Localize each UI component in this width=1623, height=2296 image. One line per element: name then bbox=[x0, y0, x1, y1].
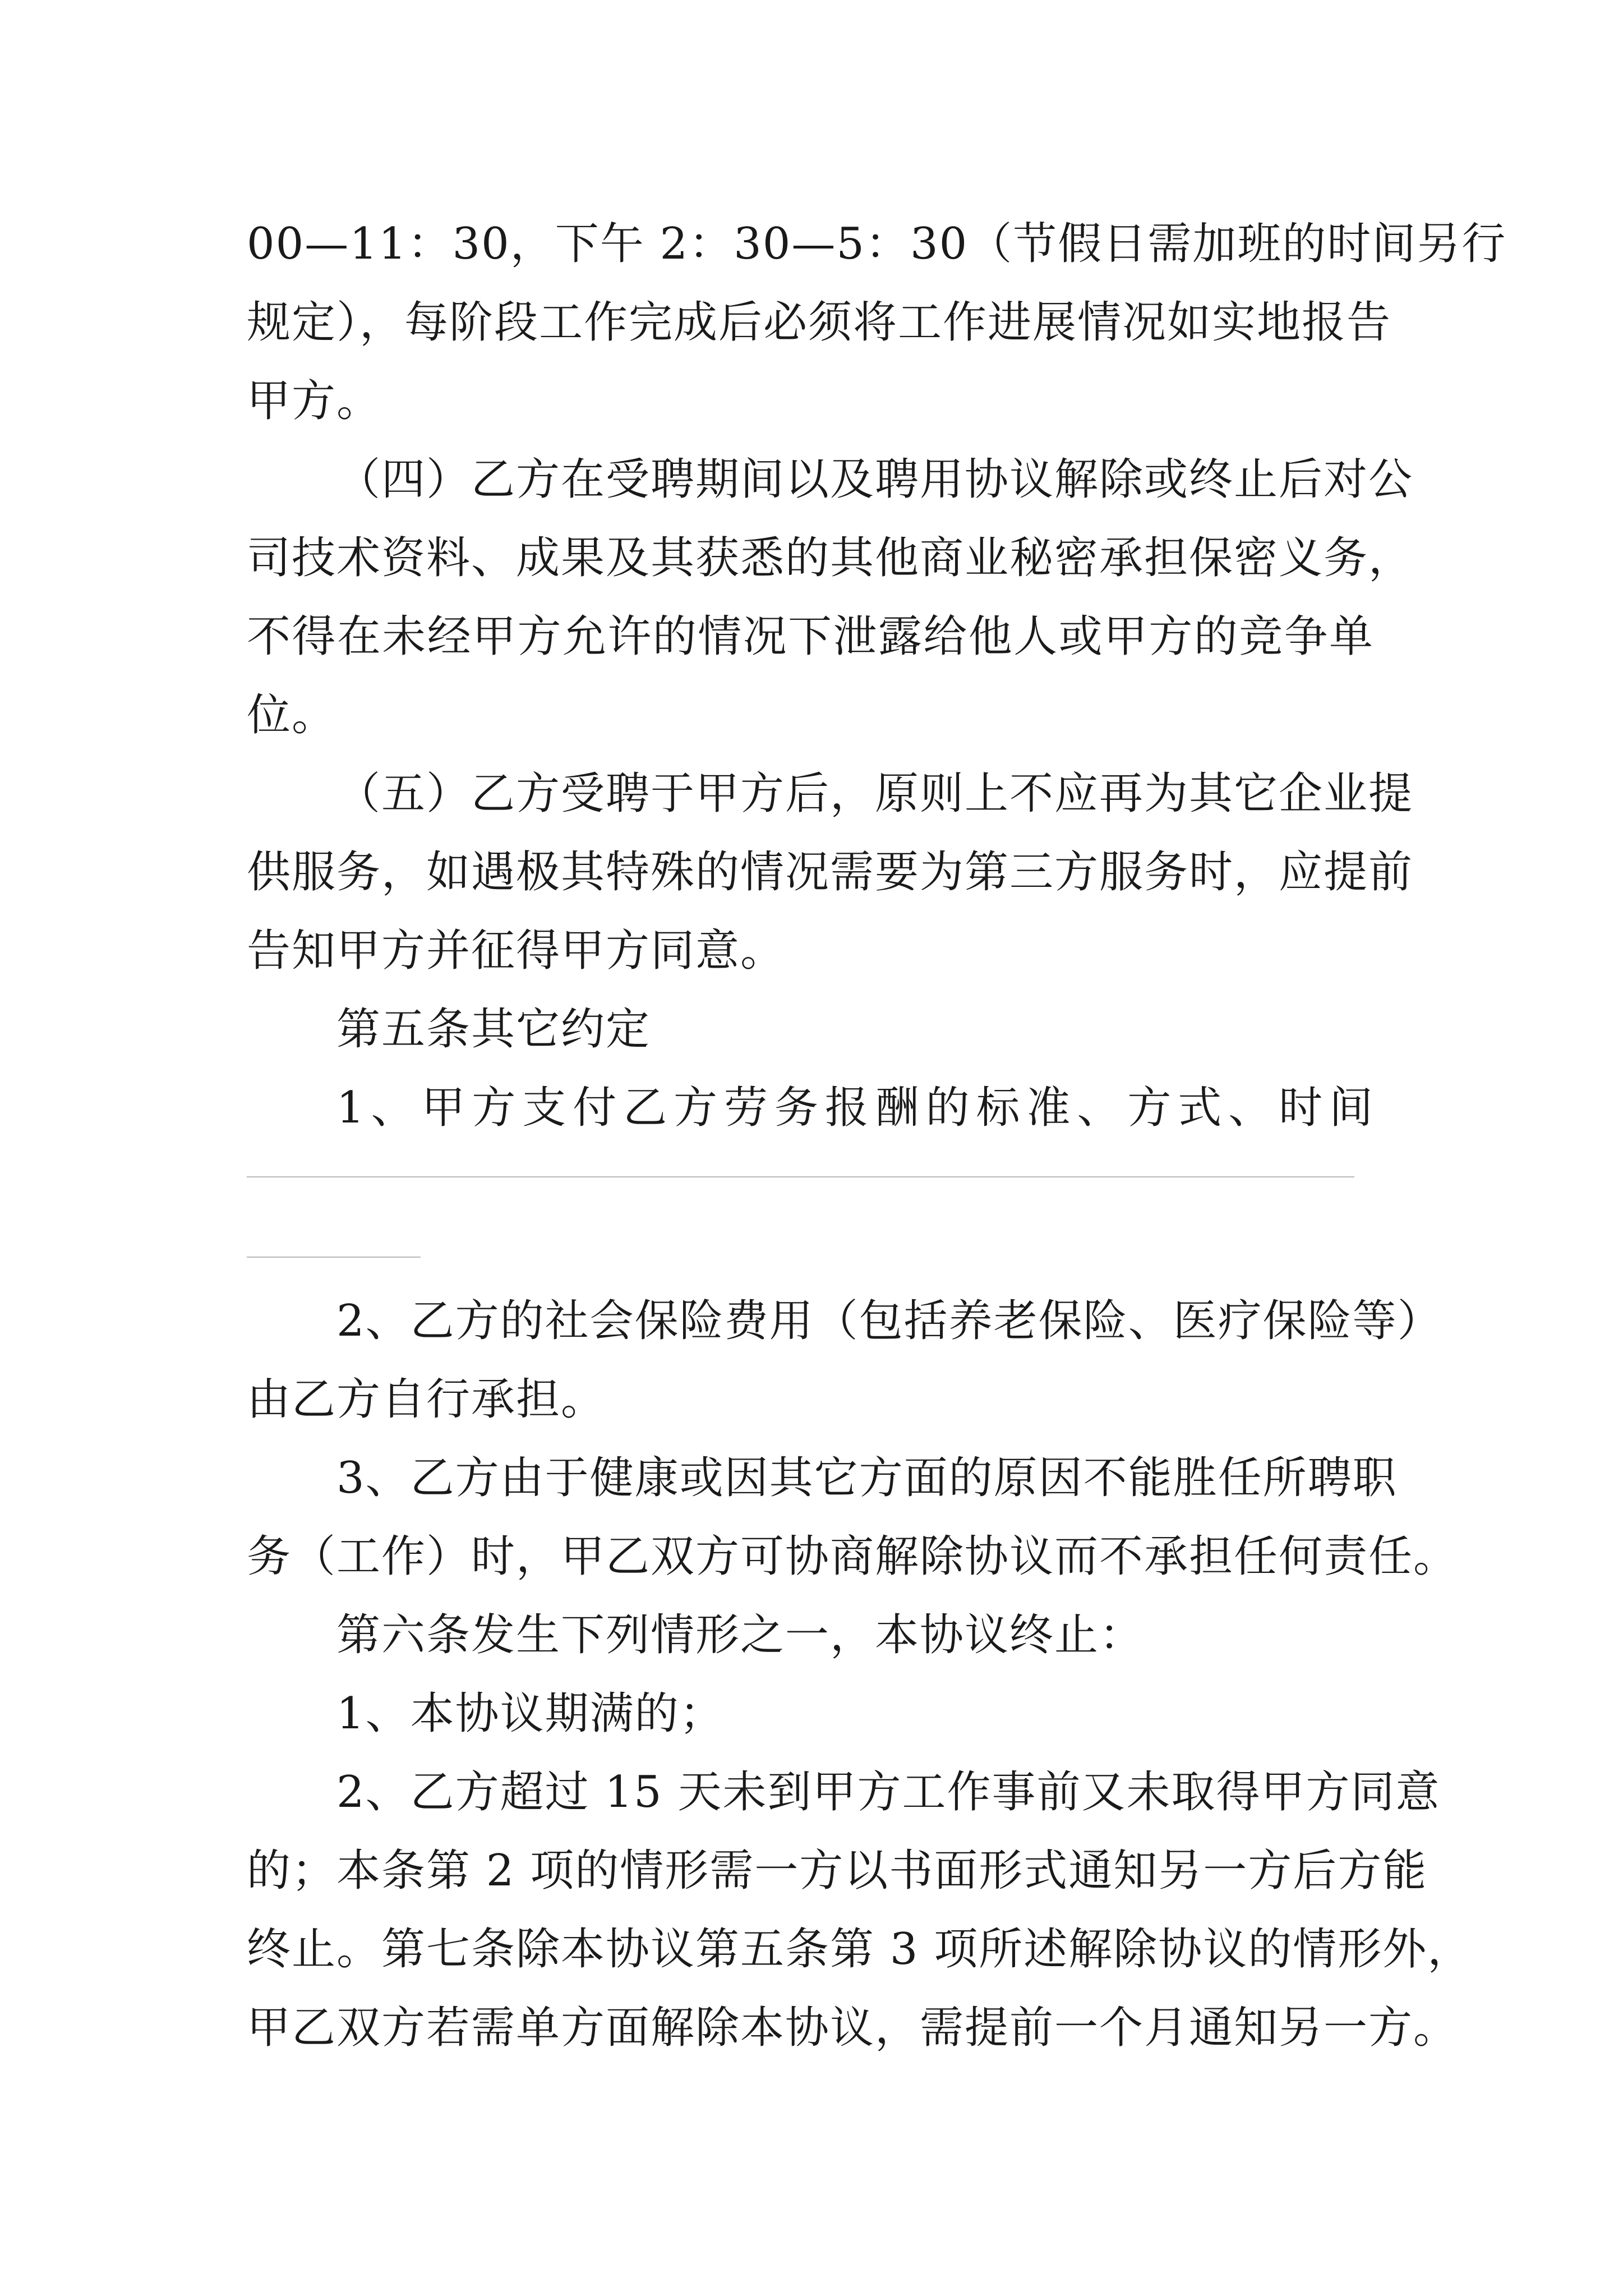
paragraph-line: 甲方。 bbox=[247, 376, 382, 426]
paragraph-line: 由乙方自行承担。 bbox=[247, 1374, 606, 1425]
blank-fill-line bbox=[247, 1257, 421, 1258]
paragraph-line: 甲乙双方若需单方面解除本协议，需提前一个月通知另一方。 bbox=[247, 2003, 1459, 2053]
paragraph-line: 供服务，如遇极其特殊的情况需要为第三方服务时，应提前 bbox=[247, 847, 1414, 898]
paragraph-line: （五）乙方受聘于甲方后，原则上不应再为其它企业提 bbox=[336, 769, 1414, 819]
paragraph-line: 规定），每阶段工作完成后必须将工作进展情况如实地报告 bbox=[247, 297, 1392, 348]
paragraph-line: 终止。第七条除本协议第五条第 3 项所述解除协议的情形外， bbox=[247, 1924, 1473, 1975]
paragraph-line: 的；本条第 2 项的情形需一方以书面形式通知另一方后方能 bbox=[247, 1846, 1428, 1896]
blank-fill-line bbox=[247, 1176, 1354, 1177]
paragraph-line: 位。 bbox=[247, 690, 337, 740]
paragraph-line: 00—11：30，下午 2：30—5：30（节假日需加班的时间另行 bbox=[247, 219, 1507, 269]
paragraph-line: 不得在未经甲方允许的情况下泄露给他人或甲方的竞争单 bbox=[247, 611, 1374, 662]
paragraph-line: 1、甲方支付乙方劳务报酬的标准、方式、时间 bbox=[336, 1083, 1374, 1133]
paragraph-line: 司技术资料、成果及其获悉的其他商业秘密承担保密义务， bbox=[247, 533, 1414, 583]
paragraph-line: 3、乙方由于健康或因其它方面的原因不能胜任所聘职 bbox=[336, 1453, 1398, 1503]
paragraph-line: 2、乙方的社会保险费用（包括养老保险、医疗保险等） bbox=[336, 1296, 1442, 1346]
paragraph-line: 务（工作）时，甲乙双方可协商解除协议而不承担任何责任。 bbox=[247, 1531, 1459, 1582]
section-heading: 第六条发生下列情形之一，本协议终止： bbox=[336, 1610, 1145, 1660]
section-heading: 第五条其它约定 bbox=[336, 1004, 651, 1055]
list-item: 2、乙方超过 15 天未到甲方工作事前又未取得甲方同意 bbox=[336, 1767, 1441, 1818]
paragraph-line: 告知甲方并征得甲方同意。 bbox=[247, 926, 786, 976]
list-item: 1、本协议期满的； bbox=[336, 1688, 725, 1739]
paragraph-line: （四）乙方在受聘期间以及聘用协议解除或终止后对公 bbox=[336, 454, 1414, 505]
